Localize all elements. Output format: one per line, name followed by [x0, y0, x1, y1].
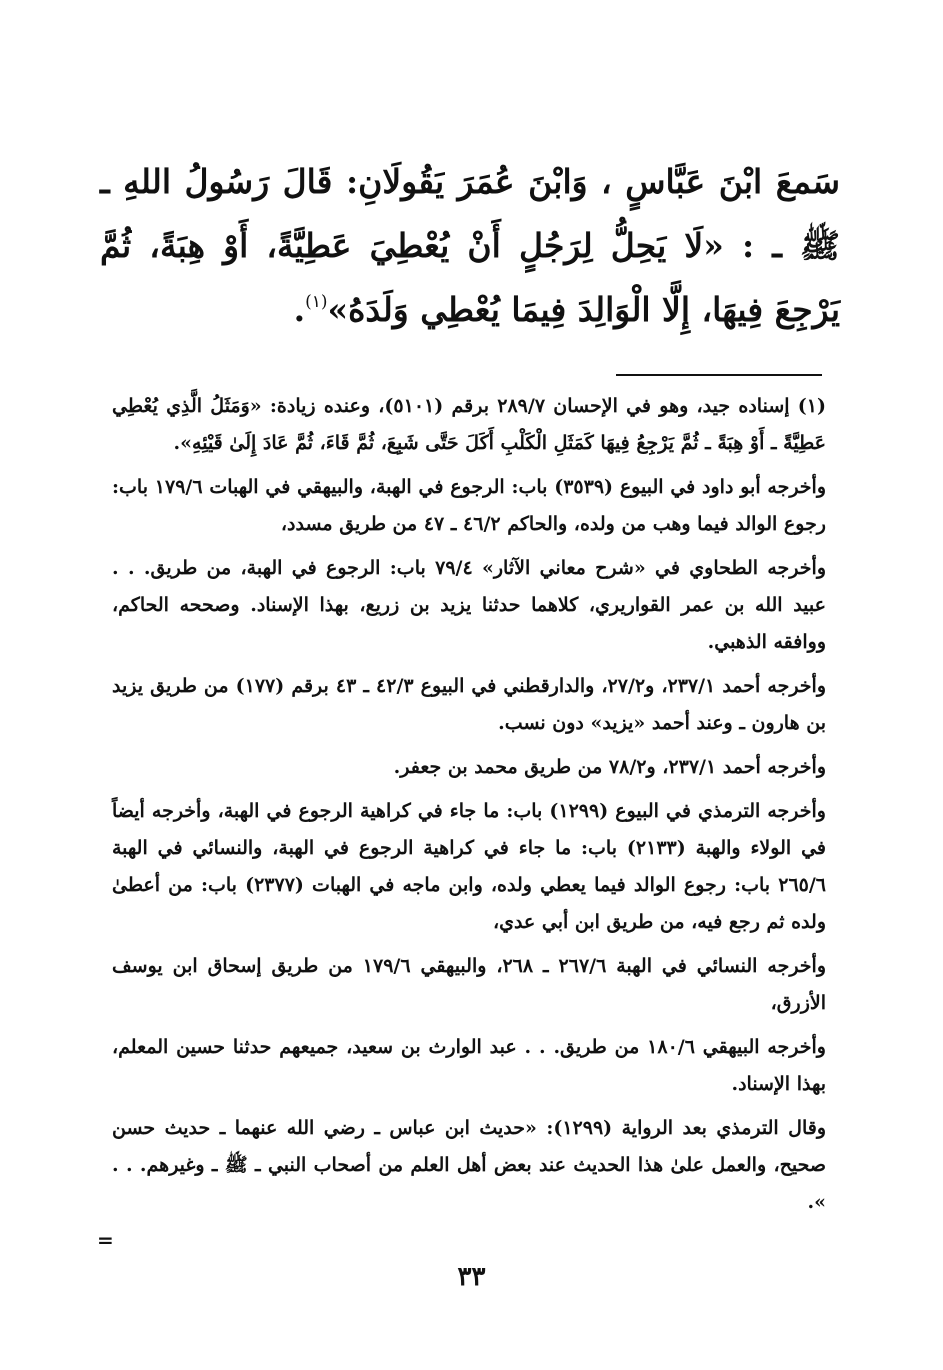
footnote-paragraph: وقال الترمذي بعد الرواية (١٢٩٩): «حديث ابن عباس ـ رضي الله عنهما ـ حديث حسن صحيح، والعمل علىٰ هذا الحديث عند بعض أهل العلم من أصحاب النبي ـ ﷺ ـ وغيرهم. . . ».	[112, 1117, 826, 1213]
hadith-paragraph	[100, 150, 840, 342]
footnotes	[112, 388, 826, 1228]
page-number: ٣٣	[457, 1262, 486, 1292]
hadith-end-mark: .	[293, 290, 306, 329]
footnote-reference: (١)	[305, 292, 328, 312]
footnote-paragraph: وأخرجه النسائي في الهبة ٢٦٧/٦ ـ ٢٦٨، والبيهقي ١٧٩/٦ من طريق إسحاق ابن يوسف الأزرق،	[112, 955, 827, 1014]
footnote-1: (١) إسناده جيد، وهو في الإحسان ٢٨٩/٧ برقم (٥١٠١)، وعنده زيادة: «وَمَثَلُ الَّذِي يُعْطِي عَطِيَّةً ـ أَوْ هِبَةً ـ ثُمَّ يَرْجِعُ فِيهَا كَمَثَلِ الْكَلْبِ أَكَلَ حَتَّى شَبِعَ، ثُمَّ قَاءَ، ثُمَّ عَادَ إِلَىٰ قَيْئِهِ».	[112, 395, 826, 454]
footnote-separator	[616, 374, 822, 376]
footnote-paragraph: وأخرجه أحمد ٢٣٧/١، و٢٧/٢، والدارقطني في البيوع ٤٢/٣ ـ ٤٣ برقم (١٧٧) من طريق يزيد بن هارون ـ وعند أحمد «يزيد» دون نسب.	[112, 675, 827, 734]
footnote-paragraph: وأخرجه الترمذي في البيوع (١٢٩٩) باب: ما جاء في كراهية الرجوع في الهبة، وأخرجه أيضاً في الولاء والهبة (٢١٣٣) باب: ما جاء في كراهية الرجوع في الهبة، والنسائي في الهبة ٢٦٥/٦ باب: رجوع الوالد فيما يعطي ولده، وابن ماجه في الهبات (٢٣٧٧) باب: من أعطىٰ ولده ثم رجع فيه، من طريق ابن أبي عدي،	[112, 800, 826, 933]
footnote-paragraph: وأخرجه البيهقي ١٨٠/٦ من طريق. . . عبد الوارث بن سعيد، جميعهم حدثنا حسين المعلم، بهذا الإسناد.	[112, 1036, 826, 1095]
footnote-paragraph: وأخرجه أحمد ٢٣٧/١، و٧٨/٢ من طريق محمد بن جعفر.	[393, 756, 826, 778]
continuation-mark: =	[97, 1228, 114, 1252]
footnote-paragraph: وأخرجه الطحاوي في «شرح معاني الآثار» ٧٩/٤ باب: الرجوع في الهبة، من طريق. . . عبيد الله بن عمر القواريري، كلاهما حدثنا يزيد بن زريع، بهذا الإسناد. وصححه الحاكم، ووافقه الذهبي.	[112, 557, 826, 653]
footnote-paragraph: وأخرجه أبو داود في البيوع (٣٥٣٩) باب: الرجوع في الهبة، والبيهقي في الهبات ١٧٩/٦ باب: رجوع الوالد فيما وهب من ولده، والحاكم ٤٦/٢ ـ ٤٧ من طريق مسدد،	[112, 476, 827, 535]
hadith-text	[100, 150, 840, 342]
hadith-line: سَمعَ ابْنَ عَبَّاسٍ ، وَابْنَ عُمَرَ يَقُولَانِ: قَالَ رَسُولُ اللهِ ـ ﷺ ـ : «لَا يَحِلُّ لِرَجُلٍ أَنْ يُعْطِيَ عَطِيَّةً، أَوْ هِبَةً، ثُمَّ يَرْجِعَ فِيهَا، إِلَّا الْوَالِدَ فِيمَا يُعْطِي وَلَدَهُ»	[100, 162, 840, 329]
